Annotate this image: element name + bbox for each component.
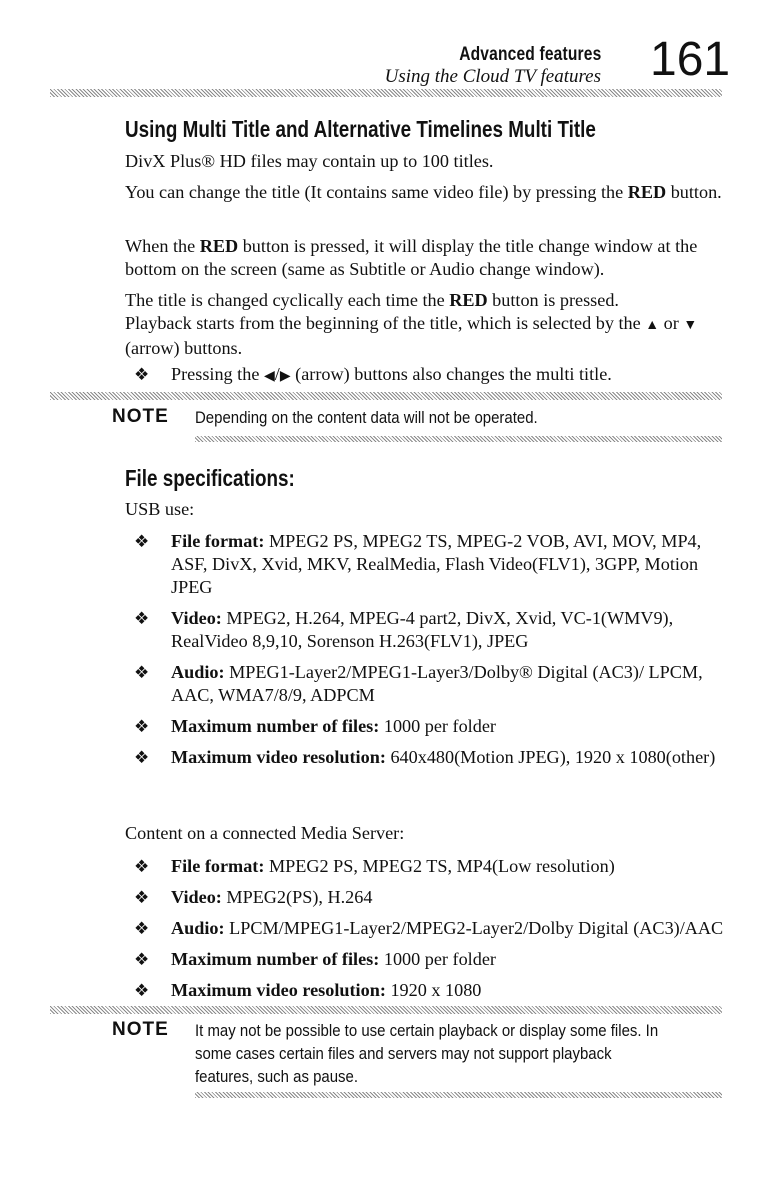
- list-item: ❖ Video: MPEG2, H.264, MPEG-4 part2, DivX, Xvid, VC-1(WMV9), RealVideo 8,9,10, Sorenson H.263(FLV1), JPEG: [134, 608, 674, 651]
- bullet-diamond-icon: ❖: [134, 981, 150, 1000]
- list-item: ❖ Maximum video resolution: 640x480(Motion JPEG), 1920 x 1080(other): [134, 747, 716, 767]
- usb-spec-list: [125, 530, 725, 769]
- server-intro: Content on a connected Media Server:: [125, 823, 405, 843]
- red-keyword: RED: [627, 182, 667, 202]
- red-keyword: RED: [449, 290, 488, 310]
- bullet-diamond-icon: ❖: [134, 532, 150, 551]
- paragraph-5: Playback starts from the beginning of the title, which is selected by the ▲ or ▼ (arrow) buttons.: [125, 313, 698, 358]
- list-item: ❖ Audio: LPCM/MPEG1-Layer2/MPEG2-Layer2/Dolby Digital (AC3)/AAC: [134, 918, 724, 938]
- note-text: It may not be possible to use certain playback or display some files. In some cases certain files and servers may not support playback features, such as pause.: [195, 1021, 659, 1086]
- bullet-diamond-icon: ❖: [134, 748, 150, 767]
- note-bottom-rule: [195, 436, 722, 442]
- list-item: ❖ Maximum number of files: 1000 per folder: [134, 716, 496, 736]
- note-top-rule: [50, 392, 722, 400]
- bullet-diamond-icon: ❖: [134, 857, 150, 876]
- page-number: 161: [650, 33, 731, 86]
- list-item: ❖ Audio: MPEG1-Layer2/MPEG1-Layer3/Dolby® Digital (AC3)/ LPCM, AAC, WMA7/8/9, ADPCM: [134, 662, 703, 705]
- server-spec-list: [125, 855, 725, 1002]
- paragraph-3: When the RED button is pressed, it will display the title change window at the bottom on the screen (same as Subtitle or Audio change window).: [125, 236, 698, 279]
- note-label: NOTE: [112, 406, 169, 427]
- bullet-diamond-icon: ❖: [134, 888, 150, 907]
- left-arrow-icon: ◀: [263, 369, 275, 384]
- multi-title-bullets: [125, 363, 725, 388]
- list-item: ❖ File format: MPEG2 PS, MPEG2 TS, MP4(Low resolution): [134, 856, 615, 876]
- note-bottom-rule: [195, 1092, 722, 1098]
- bullet-diamond-icon: ❖: [134, 919, 150, 938]
- paragraph-2: You can change the title (It contains same video file) by pressing the RED button.: [125, 182, 722, 202]
- paragraph-1: DivX Plus® HD files may contain up to 100 titles.: [125, 151, 494, 171]
- file-specs-heading: File specifications:: [125, 465, 295, 491]
- note-top-rule: [50, 1006, 722, 1014]
- note-label: NOTE: [112, 1019, 169, 1040]
- multi-title-heading: Using Multi Title and Alternative Timelines Multi Title: [125, 116, 596, 142]
- red-keyword: RED: [199, 236, 239, 256]
- up-arrow-icon: ▲: [645, 318, 660, 333]
- bullet-diamond-icon: ❖: [134, 717, 150, 736]
- usb-intro: USB use:: [125, 499, 195, 519]
- bullet-diamond-icon: ❖: [134, 609, 150, 628]
- list-item: ❖ Maximum video resolution: 1920 x 1080: [134, 980, 482, 1000]
- list-item: ❖ Pressing the ◀/▶ (arrow) buttons also changes the multi title.: [134, 364, 612, 384]
- list-item: ❖ File format: MPEG2 PS, MPEG2 TS, MPEG-2 VOB, AVI, MOV, MP4, ASF, DivX, Xvid, MKV, RealMedia, Flash Video(FLV1), 3GPP, Motion JPEG: [134, 531, 702, 597]
- list-item: ❖ Maximum number of files: 1000 per folder: [134, 949, 496, 969]
- header-rule: [50, 89, 722, 97]
- bullet-diamond-icon: ❖: [134, 950, 150, 969]
- subsection-title: Using the Cloud TV features: [384, 66, 601, 87]
- note-text: Depending on the content data will not be operated.: [195, 408, 538, 427]
- section-title: Advanced features: [458, 44, 601, 65]
- paragraph-4: The title is changed cyclically each time the RED button is pressed.: [125, 290, 619, 310]
- list-item: ❖ Video: MPEG2(PS), H.264: [134, 887, 373, 907]
- bullet-diamond-icon: ❖: [134, 663, 150, 682]
- bullet-diamond-icon: ❖: [134, 365, 150, 384]
- right-arrow-icon: ▶: [279, 369, 291, 384]
- down-arrow-icon: ▼: [683, 318, 698, 333]
